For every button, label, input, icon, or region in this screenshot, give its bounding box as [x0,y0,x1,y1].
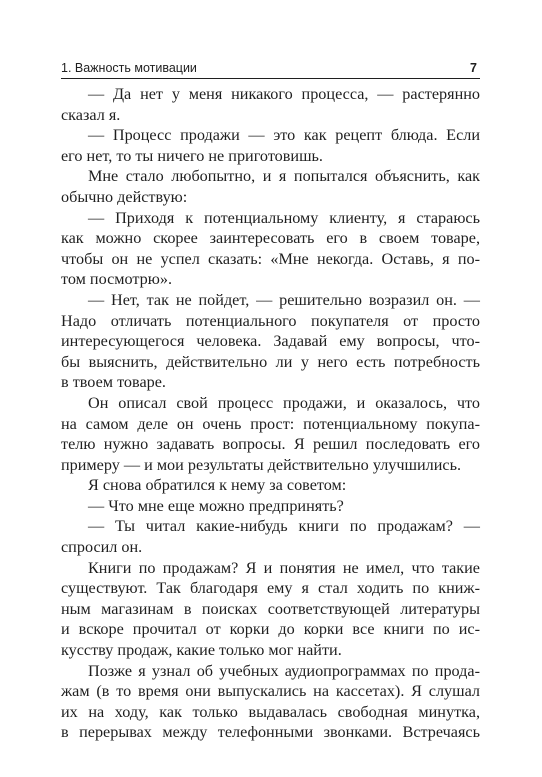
text-line: интересующегося человека. Задавай ему вопросы, что- [61,332,480,351]
paragraph [61,558,480,661]
text-line: Мне стало любопытно, и я попытался объяснить, как [88,167,480,186]
paragraph [61,208,480,290]
text-line: — Да нет у меня никакого процесса, — растерянно [88,85,480,103]
text-line: спросил он. [61,538,143,557]
text-line: и вскоре прочитал от корки до корки все книги по ис- [61,620,480,639]
paragraph [61,125,480,166]
text-line: телю нужно задавать вопросы. Я решил последовать его [61,435,480,454]
paragraph [61,166,480,207]
text-line: в твоем товаре. [61,373,166,392]
text-line: том посмотрю». [61,270,173,289]
paragraph [61,475,480,496]
paragraph [61,661,480,743]
paragraph [61,84,480,125]
text-line: на самом деле он очень прост: потенциальному покупа- [61,414,480,433]
text-line: в перерывах между телефонными звонками. Встречаясь [61,723,480,742]
text-line: ным магазинам в поисках соответствующей литературы [61,599,480,618]
running-header [61,58,480,79]
page-body-text [61,84,480,743]
text-line: — Нет, так не пойдет, — решительно возразил он. — [88,290,480,309]
text-line: Я снова обратился к нему за советом: [88,476,347,495]
text-line: чтобы он не успел сказать: «Мне некогда. Оставь, я по- [61,249,480,268]
text-line: обычно действую: [61,187,188,206]
text-line: его нет, то ты ничего не приготовишь. [61,146,323,165]
text-line: — Приходя к потенциальному клиенту, я стараюсь [88,208,480,227]
text-line: жам (в то время они выпускались на кассетах). Я слушал [61,682,480,701]
text-line: сказал я. [61,105,121,124]
text-line: кусству продаж, какие только мог найти. [61,641,342,660]
text-line: Книги по продажам? Я и понятия не имел, что такие [88,558,480,577]
text-line: Он описал свой процесс продажи, и оказалось, что [88,393,480,412]
text-line: Позже я узнал об учебных аудиопрограммах по прода- [88,661,480,680]
text-line: бы выяснить, действительно ли у него есть потребность [61,352,480,371]
section-title: 1. Важность мотивации [61,61,197,75]
paragraph [61,290,480,393]
text-line: — Ты читал какие-нибудь книги по продажам? — [88,517,480,536]
text-line: — Процесс продажи — это как рецепт блюда. Если [88,126,480,145]
page-number: 7 [470,61,477,75]
paragraph [61,496,480,517]
paragraph [61,516,480,557]
text-line: существуют. Так благодаря ему я стал ходить по книж- [61,579,480,598]
text-line: Надо отличать потенциального покупателя от просто [61,311,480,330]
paragraph [61,393,480,475]
text-line: примеру — и мои результаты действительно улучшились. [61,455,461,474]
text-line: — Что мне еще можно предпринять? [88,496,344,515]
text-line: их на ходу, как только выдавалась свободная минутка, [61,702,480,721]
text-line: как можно скорее заинтересовать его в своем товаре, [61,229,480,248]
